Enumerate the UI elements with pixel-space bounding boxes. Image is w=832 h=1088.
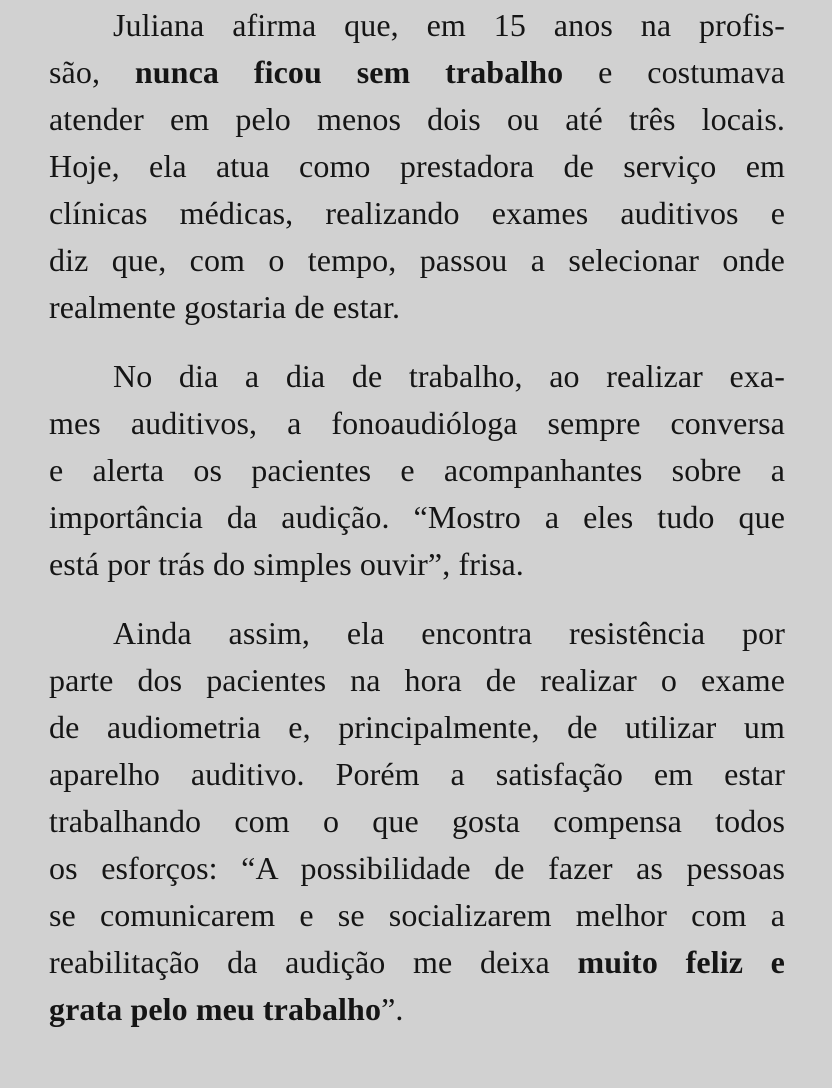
- text-segment: aparelho auditivo. Porém a satisfação em estar: [49, 756, 785, 792]
- text-segment: Juliana afirma que, em 15 anos na profis-: [113, 7, 785, 43]
- text-line: [49, 704, 785, 751]
- text-segment: trabalhando com o que gosta compensa todos: [49, 803, 785, 839]
- text-line: [49, 49, 785, 96]
- text-segment: de audiometria e, principalmente, de utilizar um: [49, 709, 785, 745]
- text-line: [49, 400, 785, 447]
- text-line: [49, 986, 785, 1033]
- text-line: [49, 2, 785, 49]
- text-segment: e alerta os pacientes e acompanhantes sobre a: [49, 452, 785, 488]
- text-line: [49, 143, 785, 190]
- paragraph-2: [49, 353, 785, 588]
- text-line: [49, 657, 785, 704]
- text-line: [49, 939, 785, 986]
- text-line: [49, 237, 785, 284]
- paragraph-1: [49, 2, 785, 331]
- text-segment: se comunicarem e se socializarem melhor com a: [49, 897, 785, 933]
- text-line: [49, 798, 785, 845]
- text-segment: parte dos pacientes na hora de realizar o exame: [49, 662, 785, 698]
- text-segment: diz que, com o tempo, passou a selecionar onde: [49, 242, 785, 278]
- text-segment: está por trás do simples ouvir”, frisa.: [49, 546, 524, 582]
- text-segment: reabilitação da audição me deixa: [49, 944, 578, 980]
- article-text-column: [49, 2, 785, 1033]
- text-line: [49, 845, 785, 892]
- bold-text: muito feliz e: [577, 944, 785, 980]
- paragraph-3: [49, 610, 785, 1033]
- text-segment: realmente gostaria de estar.: [49, 289, 401, 325]
- bold-text: grata pelo meu trabalho: [49, 991, 382, 1027]
- text-line: [49, 494, 785, 541]
- text-segment: ”.: [381, 991, 404, 1027]
- text-segment: Hoje, ela atua como prestadora de serviço em: [49, 148, 785, 184]
- text-segment: mes auditivos, a fonoaudióloga sempre conversa: [49, 405, 785, 441]
- text-line: [49, 96, 785, 143]
- bold-text: nunca ficou sem trabalho: [134, 54, 564, 90]
- text-line: [49, 190, 785, 237]
- text-segment: Ainda assim, ela encontra resistência por: [113, 615, 785, 651]
- text-segment: clínicas médicas, realizando exames auditivos e: [49, 195, 785, 231]
- text-segment: atender em pelo menos dois ou até três locais.: [49, 101, 785, 137]
- text-line: [49, 284, 785, 331]
- text-line: [49, 541, 785, 588]
- text-segment: e costumava: [563, 54, 786, 90]
- text-line: [49, 892, 785, 939]
- text-segment: importância da audição. “Mostro a eles tudo que: [49, 499, 785, 535]
- text-line: [49, 353, 785, 400]
- text-segment: os esforços: “A possibilidade de fazer as pessoas: [49, 850, 785, 886]
- text-segment: No dia a dia de trabalho, ao realizar exa-: [113, 358, 785, 394]
- text-segment: são,: [49, 54, 135, 90]
- text-line: [49, 610, 785, 657]
- text-line: [49, 447, 785, 494]
- text-line: [49, 751, 785, 798]
